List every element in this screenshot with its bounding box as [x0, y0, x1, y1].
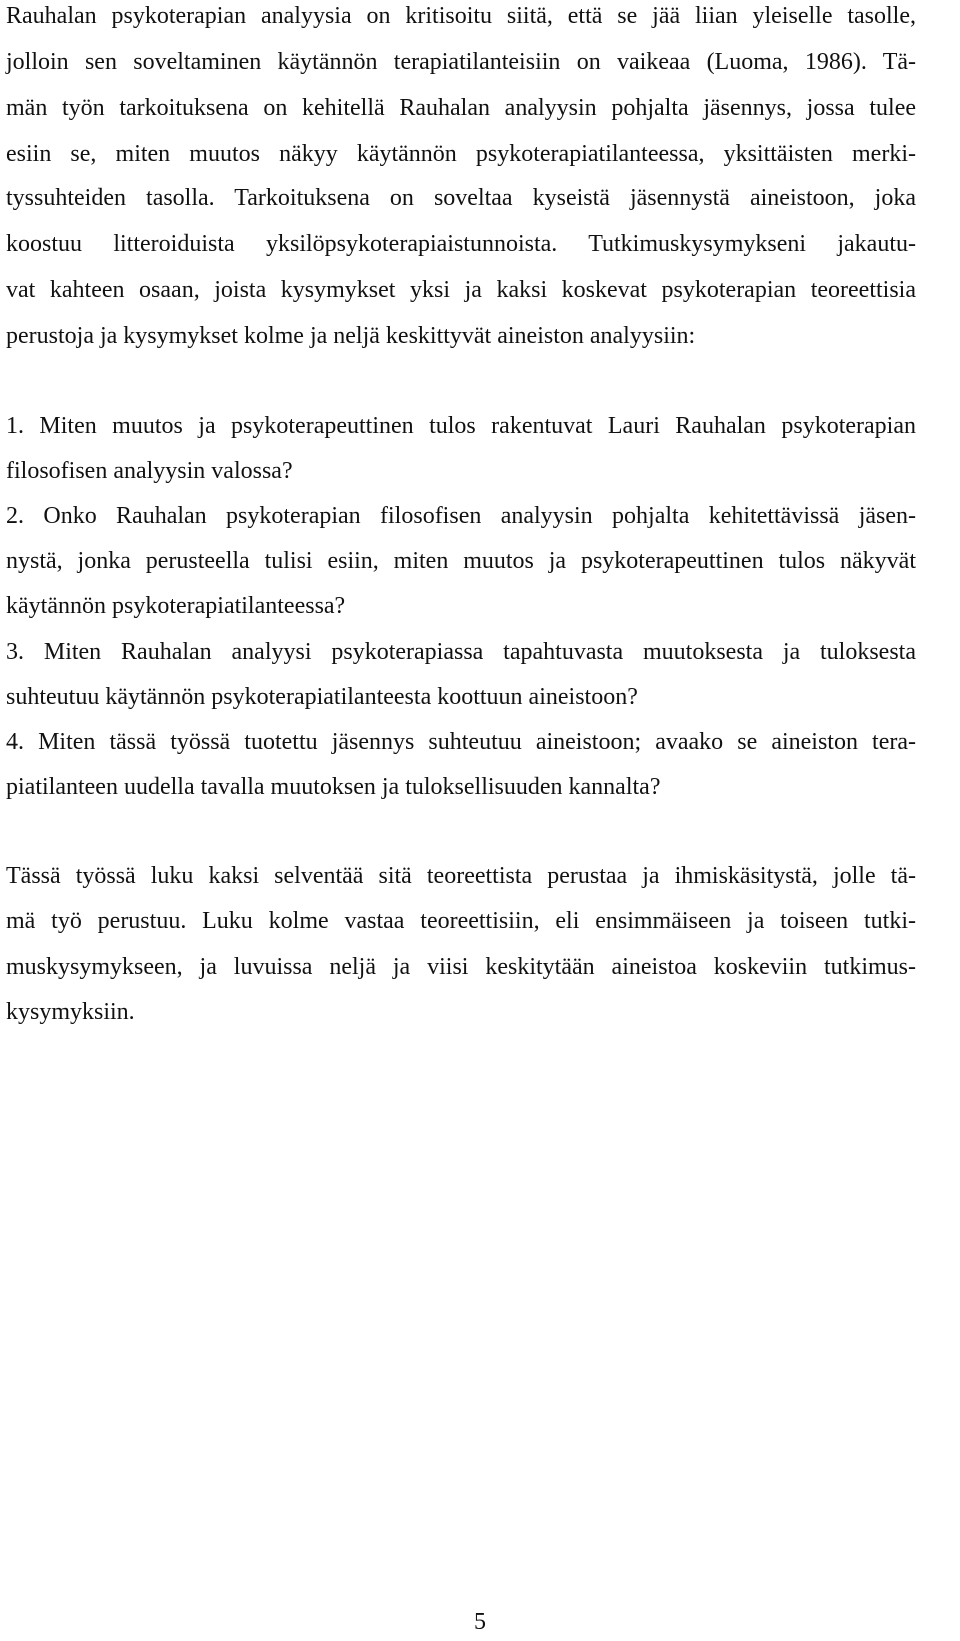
text-line: muskysymykseen, ja luvuissa neljä ja viisi keskitytään aineistoa koskeviin tutkimus- — [6, 954, 916, 980]
text-line: kysymyksiin. — [6, 999, 135, 1025]
research-question-4: 4. Miten tässä työssä tuotettu jäsennys suhteutuu aineistoon; avaako se aineiston tera- — [6, 729, 916, 755]
text-line: män työn tarkoituksena on kehitellä Rauhalan analyysin pohjalta jäsennys, jossa tulee — [6, 95, 916, 121]
research-question-2-end: käytännön psykoterapiatilanteessa? — [6, 593, 346, 619]
text-line: Tässä työssä luku kaksi selventää sitä teoreettista perustaa ja ihmiskäsitystä, jolle tä- — [6, 863, 916, 889]
text-line: mä työ perustuu. Luku kolme vastaa teoreettisiin, eli ensimmäiseen ja toiseen tutki- — [6, 908, 916, 934]
research-question-3: 3. Miten Rauhalan analyysi psykoterapiassa tapahtuvasta muutoksesta ja tuloksesta — [6, 639, 916, 665]
page-number: 5 — [474, 1609, 486, 1635]
text-line: perustoja ja kysymykset kolme ja neljä keskittyvät aineiston analyysiin: — [6, 323, 696, 349]
text-line: koostuu litteroiduista yksilöpsykoterapiaistunnoista. Tutkimuskysymykseni jakautu- — [6, 231, 916, 257]
text-line: jolloin sen soveltaminen käytännön terapiatilanteisiin on vaikeaa (Luoma, 1986). Tä- — [6, 49, 916, 75]
text-line: tyssuhteiden tasolla. Tarkoituksena on soveltaa kyseistä jäsennystä aineistoon, joka — [6, 185, 916, 211]
text-line: vat kahteen osaan, joista kysymykset yksi ja kaksi koskevat psykoterapian teoreettisia — [6, 277, 916, 303]
text-line: Rauhalan psykoterapian analyysia on kritisoitu siitä, että se jää liian yleiselle tasolle, — [6, 3, 916, 29]
text-line: esiin se, miten muutos näkyy käytännön psykoterapiatilanteessa, yksittäisten merki- — [6, 141, 916, 167]
research-question-4-continued: piatilanteen uudella tavalla muutoksen ja tuloksellisuuden kannalta? — [6, 774, 661, 800]
research-question-1: 1. Miten muutos ja psykoterapeuttinen tulos rakentuvat Lauri Rauhalan psykoterapian — [6, 413, 916, 439]
research-question-3-continued: suhteutuu käytännön psykoterapiatilanteesta koottuun aineistoon? — [6, 684, 638, 710]
research-question-2-continued: nystä, jonka perusteella tulisi esiin, miten muutos ja psykoterapeuttinen tulos näkyvät — [6, 548, 916, 574]
research-question-2: 2. Onko Rauhalan psykoterapian filosofisen analyysin pohjalta kehitettävissä jäsen- — [6, 503, 916, 529]
research-question-1-continued: filosofisen analyysin valossa? — [6, 458, 293, 484]
